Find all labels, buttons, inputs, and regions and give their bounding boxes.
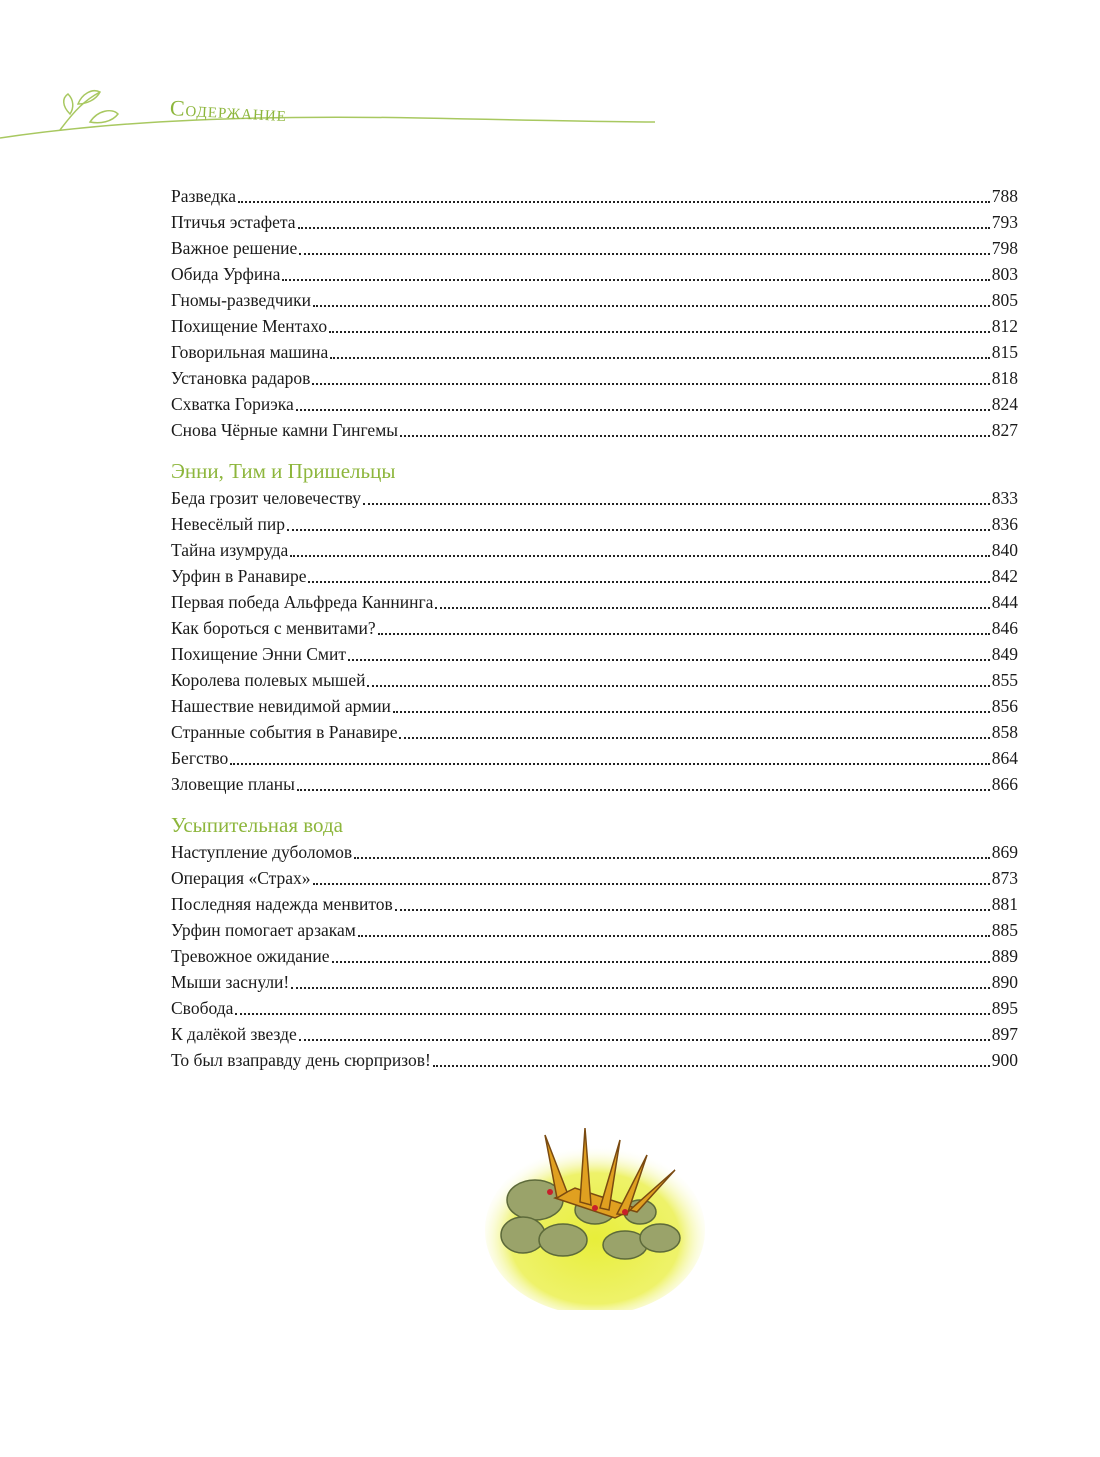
vine-leaf-ornament-icon (0, 80, 660, 150)
toc-entry-title: Зловещие планы (171, 774, 295, 794)
dot-leader (399, 737, 989, 739)
toc-entry[interactable] (171, 261, 1018, 287)
toc-entry-title: Невесёлый пир (171, 514, 286, 534)
dot-leader (313, 883, 990, 885)
toc-entry[interactable] (171, 865, 1018, 891)
toc-entry-page-number: 844 (991, 592, 1018, 612)
toc-entry-title: Королева полевых мышей (171, 670, 366, 690)
toc-entry-page-number: 836 (991, 514, 1018, 534)
toc-entry[interactable] (171, 1047, 1018, 1073)
dot-leader (400, 435, 990, 437)
toc-entry-title: Как бороться с менвитами? (171, 618, 376, 638)
toc-entry-title: Бегство (171, 748, 229, 768)
toc-entry-title: Снова Чёрные камни Гингемы (171, 420, 399, 440)
toc-entry[interactable] (171, 391, 1018, 417)
toc-entry-page-number: 788 (991, 186, 1018, 206)
toc-entry[interactable] (171, 287, 1018, 313)
section-gap (171, 797, 1018, 811)
toc-entry[interactable] (171, 839, 1018, 865)
dot-leader (238, 201, 990, 203)
toc-entry-title: Наступление дуболомов (171, 842, 353, 862)
toc-entry[interactable] (171, 745, 1018, 771)
dot-leader (393, 711, 990, 713)
toc-entry-title: Говорильная машина (171, 342, 329, 362)
dot-leader (348, 659, 990, 661)
toc-entry-title: Похищение Ментахо (171, 316, 328, 336)
toc-entry[interactable] (171, 771, 1018, 797)
toc-entry[interactable] (171, 485, 1018, 511)
toc-entry-title: Схватка Гориэка (171, 394, 294, 414)
dot-leader (367, 685, 989, 687)
toc-entry-page-number: 842 (991, 566, 1018, 586)
toc-entry-page-number: 889 (991, 946, 1018, 966)
dot-leader (308, 581, 989, 583)
toc-entry-page-number: 897 (991, 1024, 1018, 1044)
toc-entry-page-number: 885 (991, 920, 1018, 940)
toc-entry-page-number: 818 (991, 368, 1018, 388)
toc-entry-page-number: 864 (991, 748, 1018, 768)
toc-entry-title: Похищение Энни Смит (171, 644, 346, 664)
page-header-title: Содержание (169, 95, 288, 127)
toc-entry-title: Тревожное ожидание (171, 946, 330, 966)
toc-entry-page-number: 846 (991, 618, 1018, 638)
toc-entry-page-number: 895 (991, 998, 1018, 1018)
toc-entry[interactable] (171, 183, 1018, 209)
toc-entry[interactable] (171, 943, 1018, 969)
toc-entry-page-number: 866 (991, 774, 1018, 794)
dot-leader (291, 987, 989, 989)
toc-entry[interactable] (171, 339, 1018, 365)
dot-leader (296, 409, 990, 411)
toc-entry-page-number: 827 (991, 420, 1018, 440)
toc-entry-page-number: 869 (991, 842, 1018, 862)
toc-entry-title: Странные события в Ранавире (171, 722, 398, 742)
dot-leader (298, 227, 990, 229)
dot-leader (282, 279, 989, 281)
toc-entry-page-number: 890 (991, 972, 1018, 992)
table-of-contents (171, 183, 1018, 1073)
toc-entry-title: К далёкой звезде (171, 1024, 297, 1044)
toc-entry[interactable] (171, 917, 1018, 943)
toc-entry-title: Птичья эстафета (171, 212, 296, 232)
toc-entry-page-number: 858 (991, 722, 1018, 742)
toc-entry[interactable] (171, 667, 1018, 693)
toc-entry-page-number: 849 (991, 644, 1018, 664)
dot-leader (363, 503, 990, 505)
toc-entry[interactable] (171, 365, 1018, 391)
toc-entry-page-number: 824 (991, 394, 1018, 414)
toc-entry-page-number: 793 (991, 212, 1018, 232)
toc-entry[interactable] (171, 589, 1018, 615)
toc-entry[interactable] (171, 693, 1018, 719)
toc-entry-title: Урфин помогает арзакам (171, 920, 356, 940)
dot-leader (313, 305, 990, 307)
toc-entry-title: Мыши заснули! (171, 972, 290, 992)
toc-entry-page-number: 812 (991, 316, 1018, 336)
dot-leader (330, 357, 989, 359)
dot-leader (299, 1039, 990, 1041)
toc-entry-page-number: 803 (991, 264, 1018, 284)
toc-entry-page-number: 840 (991, 540, 1018, 560)
dot-leader (332, 961, 990, 963)
toc-entry-page-number: 900 (991, 1050, 1018, 1070)
toc-entry[interactable] (171, 313, 1018, 339)
toc-entry-title: Первая победа Альфреда Каннинга (171, 592, 434, 612)
toc-entry[interactable] (171, 511, 1018, 537)
dot-leader (354, 857, 990, 859)
toc-entry-page-number: 881 (991, 894, 1018, 914)
toc-entry-page-number: 833 (991, 488, 1018, 508)
dot-leader (287, 529, 990, 531)
dot-leader (230, 763, 989, 765)
section-heading: Энни, Тим и Пришельцы (171, 459, 396, 483)
toc-entry[interactable] (171, 235, 1018, 261)
toc-entry-page-number: 815 (991, 342, 1018, 362)
toc-entry-title: Тайна изумруда (171, 540, 289, 560)
toc-entry-title: То был взаправду день сюрпризов! (171, 1050, 431, 1070)
dot-leader (297, 789, 990, 791)
toc-entry-page-number: 873 (991, 868, 1018, 888)
toc-entry[interactable] (171, 537, 1018, 563)
section-heading: Усыпительная вода (171, 813, 343, 837)
dot-leader (235, 1013, 989, 1015)
toc-entry-page-number: 856 (991, 696, 1018, 716)
toc-entry-title: Нашествие невидимой армии (171, 696, 391, 716)
toc-entry[interactable] (171, 891, 1018, 917)
dot-leader (329, 331, 990, 333)
toc-entry[interactable] (171, 719, 1018, 745)
toc-entry-title: Урфин в Ранавире (171, 566, 307, 586)
toc-entry[interactable] (171, 995, 1018, 1021)
toc-entry-title: Беда грозит человечеству (171, 488, 361, 508)
dot-leader (290, 555, 990, 557)
toc-entry[interactable] (171, 417, 1018, 443)
toc-entry-page-number: 855 (991, 670, 1018, 690)
dot-leader (358, 935, 990, 937)
toc-entry-title: Важное решение (171, 238, 298, 258)
toc-entry[interactable] (171, 209, 1018, 235)
dot-leader (433, 1065, 990, 1067)
toc-entry-title: Последняя надежда менвитов (171, 894, 393, 914)
dot-leader (312, 383, 989, 385)
toc-entry-title: Операция «Страх» (171, 868, 311, 888)
crown-on-rocks-icon (485, 1120, 705, 1310)
section-gap (171, 443, 1018, 457)
toc-entry-title: Гномы-разведчики (171, 290, 311, 310)
dot-leader (299, 253, 989, 255)
dot-leader (435, 607, 989, 609)
toc-entry-page-number: 798 (991, 238, 1018, 258)
dot-leader (378, 633, 990, 635)
toc-entry-title: Обида Урфина (171, 264, 281, 284)
toc-entry[interactable] (171, 563, 1018, 589)
toc-entry[interactable] (171, 969, 1018, 995)
toc-entry-page-number: 805 (991, 290, 1018, 310)
toc-entry-title: Установка радаров (171, 368, 311, 388)
dot-leader (395, 909, 990, 911)
toc-entry[interactable] (171, 615, 1018, 641)
toc-entry[interactable] (171, 1021, 1018, 1047)
toc-entry[interactable] (171, 641, 1018, 667)
toc-entry-title: Разведка (171, 186, 237, 206)
toc-entry-title: Свобода (171, 998, 234, 1018)
